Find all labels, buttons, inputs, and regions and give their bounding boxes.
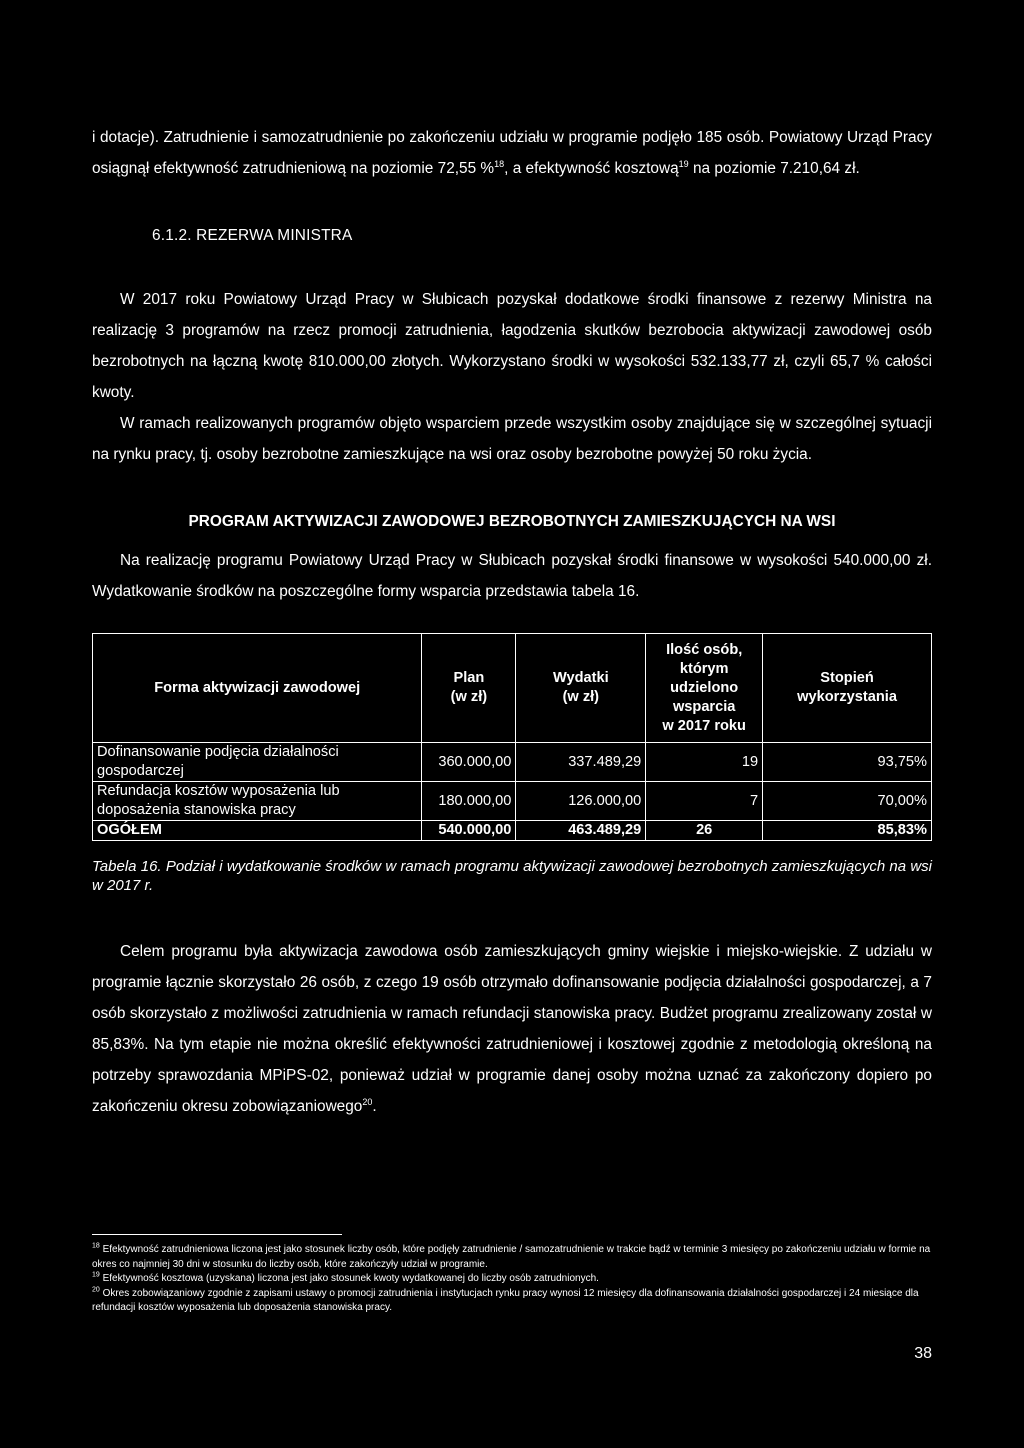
cell-forma: Refundacja kosztów wyposażenia lub doposażenia stanowiska pracy xyxy=(93,782,422,821)
table-row xyxy=(93,782,932,821)
table-header-row xyxy=(93,634,932,743)
program-intro xyxy=(92,545,932,607)
header-wydatki xyxy=(516,634,646,743)
cell-wydatki: 337.489,29 xyxy=(516,743,646,782)
rezerwa-paragraph-1: W 2017 roku Powiatowy Urząd Pracy w Słubicach pozyskał dodatkowe środki finansowe z rezerwy Ministra na realizację 3 programów na rzecz promocji zatrudnienia, łagodzenia skutków bezrobocia aktywizacji zawodowej osób bezrobotnych na łączną kwotę 810.000,00 złotych. Wykorzystano środki w wysokości 532.133,77 zł, czyli 65,7 % całości kwoty. xyxy=(92,291,932,401)
header-ilosc-line4: wsparcia xyxy=(672,698,736,715)
header-stopien xyxy=(763,634,932,743)
header-ilosc-line3: udzielono xyxy=(670,679,739,696)
footnotes xyxy=(92,1243,937,1316)
cel-text-end: . xyxy=(372,1098,377,1115)
footnote-ref-20[interactable]: 20 xyxy=(362,1096,373,1107)
header-stopien-line2: wykorzystania xyxy=(797,689,897,705)
program-title: PROGRAM AKTYWIZACJI ZAWODOWEJ BEZROBOTNYCH ZAMIESZKUJĄCYCH NA WSI xyxy=(188,513,836,530)
intro-text-end: na poziomie 7.210,64 zł. xyxy=(688,160,860,177)
footnote-19 xyxy=(92,1272,937,1287)
footnote-18 xyxy=(92,1243,937,1272)
cell-stopien: 70,00% xyxy=(763,782,932,821)
cell-osoby: 7 xyxy=(646,782,763,821)
total-wydatki: 463.489,29 xyxy=(516,821,646,841)
total-stopien: 85,83% xyxy=(763,821,932,841)
section-heading: 6.1.2. REZERWA MINISTRA xyxy=(152,227,353,244)
program-paragraph: Na realizację programu Powiatowy Urząd Pracy w Słubicach pozyskał środki finansowe w wysokości 540.000,00 zł. Wydatkowanie środków na poszczególne formy wsparcia przedstawia tabela 16. xyxy=(92,552,932,600)
cel-paragraph xyxy=(92,936,932,1122)
cell-stopien: 93,75% xyxy=(763,743,932,782)
header-plan-line2: (w zł) xyxy=(450,689,488,705)
total-osoby: 26 xyxy=(646,821,763,841)
footnote-ref-19[interactable]: 19 xyxy=(678,158,689,169)
header-ilosc xyxy=(646,634,763,743)
header-stopien-line1: Stopień xyxy=(820,670,874,686)
header-wydatki-line2: (w zł) xyxy=(562,689,600,705)
cell-forma: Dofinansowanie podjęcia działalności gospodarczej xyxy=(93,743,422,782)
footnote-ref-18[interactable]: 18 xyxy=(494,158,505,169)
intro-text: i dotacje). Zatrudnienie i samozatrudnienie po zakończeniu udziału w programie podjęło 185 osób. Powiatowy Urząd Pracy osiągnął efektywność zatrudnieniową na poziomie 72,55 % xyxy=(92,129,932,177)
page-number: 38 xyxy=(914,1345,932,1362)
footnote-20 xyxy=(92,1287,937,1316)
header-plan-line1: Plan xyxy=(453,670,485,686)
footnote-number: 18 xyxy=(92,1242,100,1250)
rezerwa-paragraph-2: W ramach realizowanych programów objęto wsparciem przede wszystkim osoby znajdujące się w szczególnej sytuacji na rynku pracy, tj. osoby bezrobotne zamieszkujące na wsi oraz osoby bezrobotne powyżej 50 roku życia. xyxy=(92,415,932,463)
footnote-separator xyxy=(92,1234,342,1235)
footnote-number: 20 xyxy=(92,1286,100,1294)
header-ilosc-line2: którym xyxy=(679,660,729,677)
cell-wydatki: 126.000,00 xyxy=(516,782,646,821)
table-caption: Tabela 16. Podział i wydatkowanie środków w ramach programu aktywizacji zawodowej bezrobotnych zamieszkujących na wsi w 2017 r. xyxy=(92,858,932,894)
footnote-number: 19 xyxy=(92,1271,100,1279)
header-ilosc-line5: w 2017 roku xyxy=(662,717,746,734)
table-row xyxy=(93,743,932,782)
total-plan: 540.000,00 xyxy=(422,821,516,841)
cel-section xyxy=(92,936,932,1122)
intro-paragraph xyxy=(92,122,932,184)
table-total-row xyxy=(93,821,932,841)
rezerwa-section xyxy=(92,284,932,470)
footnote-text: Efektywność kosztowa (uzyskana) liczona jest jako stosunek kwoty wydatkowanej do liczby osób zatrudnionych. xyxy=(99,1273,599,1284)
total-label: OGÓŁEM xyxy=(93,821,422,841)
header-forma xyxy=(93,634,422,743)
footnote-text: Efektywność zatrudnieniowa liczona jest jako stosunek liczby osób, które podjęły zatrudnienie / samozatrudnienie w trakcie bądź w terminie 3 miesięcy po zakończeniu udziału w formie na okres co najmniej 30 dni w stosunku do liczby osób, które zakończyły udział w programie. xyxy=(92,1244,931,1270)
cel-text: Celem programu była aktywizacja zawodowa osób zamieszkujących gminy wiejskie i miejsko-wiejskie. Z udziału w programie łącznie skorzystało 26 osób, z czego 19 osób otrzymało dofinansowanie podjęcia działalności gospodarczej, a 7 osób skorzystało z możliwości zatrudnienia w ramach refundacji stanowiska pracy. Budżet programu zrealizowany został w 85,83%. Na tym etapie nie można określić efektywności zatrudnieniowej i kosztowej zgodnie z metodologią określoną na potrzeby sprawozdania MPiPS-02, ponieważ udział w programie danej osoby można uznać za zakończony dopiero po zakończeniu okresu zobowiązaniowego xyxy=(92,943,932,1115)
footnote-text: Okres zobowiązaniowy zgodnie z zapisami ustawy o promocji zatrudnienia i instytucjach rynku pracy wynosi 12 miesięcy dla dofinansowania działalności gospodarczej i 24 miesiące dla refundacji kosztów wyposażenia lub doposażenia stanowiska pracy. xyxy=(92,1287,919,1313)
data-table xyxy=(92,633,932,841)
header-plan xyxy=(422,634,516,743)
header-ilosc-line1: Ilość osób, xyxy=(666,641,743,658)
cell-plan: 360.000,00 xyxy=(422,743,516,782)
intro-text-mid: , a efektywność kosztową xyxy=(504,160,679,177)
cell-plan: 180.000,00 xyxy=(422,782,516,821)
header-wydatki-line1: Wydatki xyxy=(552,670,609,686)
header-forma-text: Forma aktywizacji zawodowej xyxy=(154,679,361,696)
cell-osoby: 19 xyxy=(646,743,763,782)
